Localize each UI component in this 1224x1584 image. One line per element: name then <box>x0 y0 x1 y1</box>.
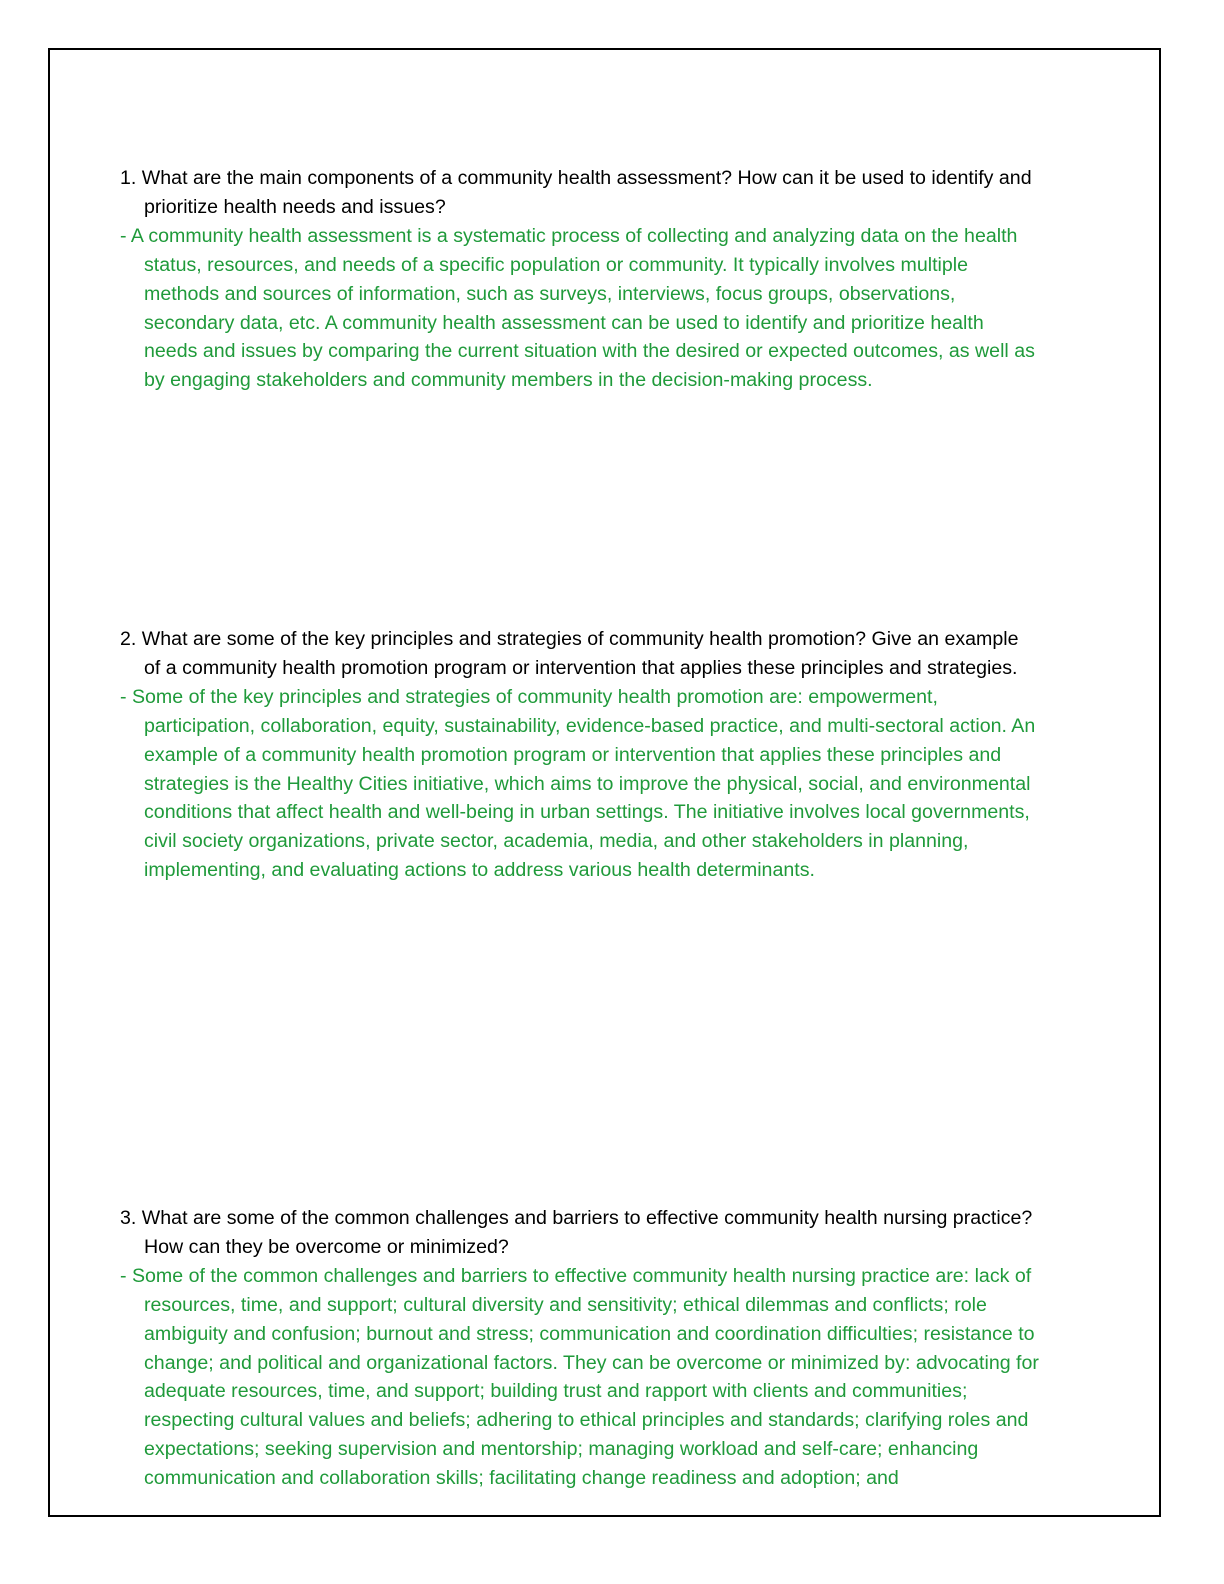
answer-1: - A community health assessment is a systematic process of collecting and analyzing data on the health status, resources, and needs of a specific population or community. It typically involves multiple methods and sources of information, such as surveys, interviews, focus groups, observations, secondary data, etc. A community health assessment can be used to identify and prioritize health needs and issues by comparing the current situation with the desired or expected outcomes, as well as by engaging stakeholders and community members in the decision-making process. <box>120 224 1035 392</box>
qa-item-1 <box>120 164 1040 395</box>
question-3: 3. What are some of the common challenges and barriers to effective community health nursing practice? How can they be overcome or minimized? <box>120 1207 1033 1258</box>
page-frame <box>48 48 1161 1517</box>
question-2: 2. What are some of the key principles and strategies of community health promotion? Give an example of a community health promotion program or intervention that applies these principles and strategies. <box>120 628 1019 679</box>
answer-3: - Some of the common challenges and barriers to effective community health nursing practice are: lack of resources, time, and support; cultural diversity and sensitivity; ethical dilemmas and conflicts; role ambiguity and confusion; burnout and stress; communication and coordination difficulties; resistance to change; and political and organizational factors. They can be overcome or minimized by: advocating for adequate resources, time, and support; building trust and rapport with clients and communities; respecting cultural values and beliefs; adhering to ethical principles and standards; clarifying roles and expectations; seeking supervision and mentorship; managing workload and self-care; enhancing communication and collaboration skills; facilitating change readiness and adoption; and <box>120 1264 1039 1490</box>
qa-item-3 <box>120 1204 1040 1493</box>
question-1: 1. What are the main components of a community health assessment? How can it be used to identify and prioritize health needs and issues? <box>120 167 1032 218</box>
qa-item-2 <box>120 625 1040 885</box>
answer-2: - Some of the key principles and strategies of community health promotion are: empowerment, participation, collaboration, equity, sustainability, evidence-based practice, and multi-sectoral action. An example of a community health promotion program or intervention that applies these principles and strategies is the Healthy Cities initiative, which aims to improve the physical, social, and environmental conditions that affect health and well-being in urban settings. The initiative involves local governments, civil society organizations, private sector, academia, media, and other stakeholders in planning, implementing, and evaluating actions to address various health determinants. <box>120 685 1036 882</box>
